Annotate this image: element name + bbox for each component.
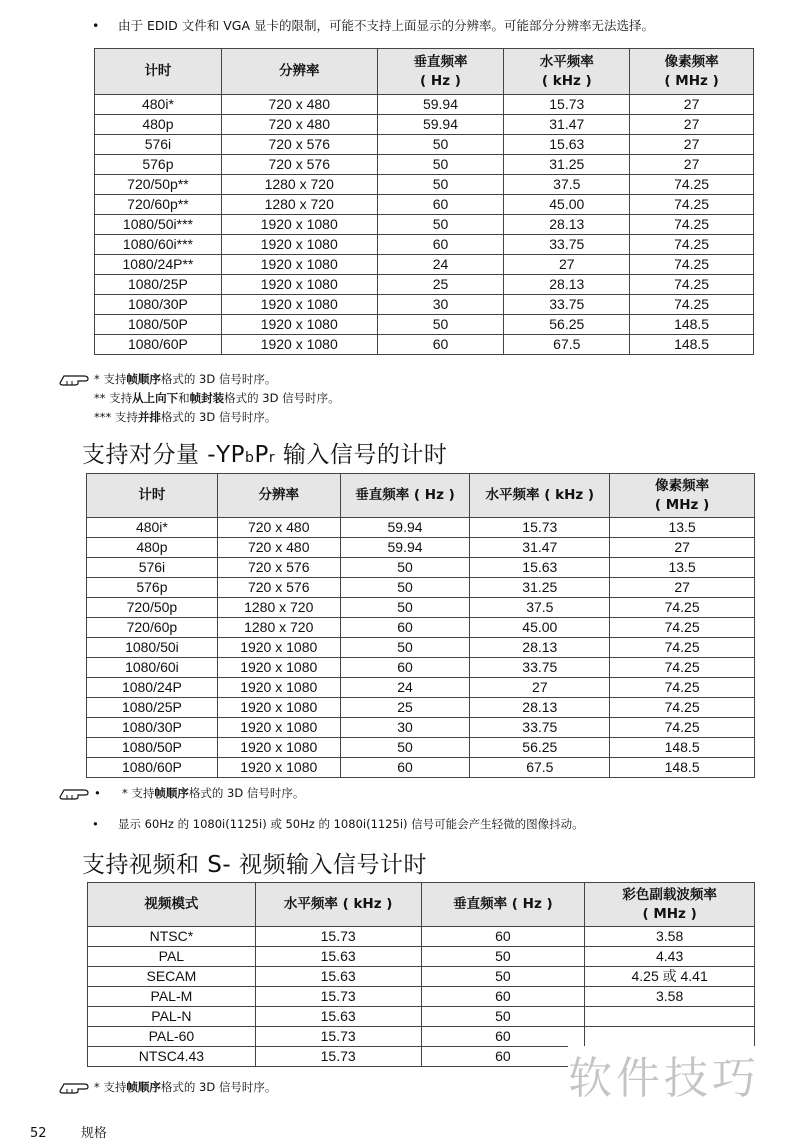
table-header-row bbox=[88, 883, 755, 927]
table-cell: 60 bbox=[377, 195, 504, 215]
edid-limit-text: 由于 EDID 文件和 VGA 显卡的限制，可能不支持上面显示的分辨率。可能部分分辨率无法选择。 bbox=[118, 18, 655, 33]
table-row bbox=[87, 598, 755, 618]
table-cell: 1080/25P bbox=[87, 698, 218, 718]
column-header: 像素频率 ( MHz ) bbox=[630, 49, 754, 95]
table-cell: 480p bbox=[87, 538, 218, 558]
table-cell: 74.25 bbox=[630, 235, 754, 255]
table-cell: 59.94 bbox=[340, 518, 470, 538]
table-cell: 15.63 bbox=[255, 1007, 421, 1027]
table-row bbox=[95, 255, 754, 275]
table-cell: 3.58 bbox=[585, 927, 755, 947]
column-header: 水平频率 ( kHz ) bbox=[470, 474, 610, 518]
column-header: 垂直频率 ( Hz ) bbox=[340, 474, 470, 518]
table-cell: 59.94 bbox=[377, 95, 504, 115]
table-cell: 720 x 480 bbox=[217, 538, 340, 558]
table-cell: 1080/24P** bbox=[95, 255, 222, 275]
table-cell: 50 bbox=[340, 738, 470, 758]
table-row bbox=[87, 738, 755, 758]
table-row bbox=[87, 698, 755, 718]
table-cell: 1920 x 1080 bbox=[217, 698, 340, 718]
table-cell: 31.47 bbox=[470, 538, 610, 558]
table-cell: 74.25 bbox=[630, 175, 754, 195]
table-cell: 24 bbox=[377, 255, 504, 275]
table-cell: PAL-N bbox=[88, 1007, 256, 1027]
table-header-row bbox=[95, 49, 754, 95]
table-cell: 50 bbox=[340, 638, 470, 658]
table-cell: 60 bbox=[377, 235, 504, 255]
table-cell: 148.5 bbox=[630, 335, 754, 355]
bullet-icon: • bbox=[94, 786, 101, 800]
table-cell: 1920 x 1080 bbox=[217, 658, 340, 678]
table-cell: 1920 x 1080 bbox=[217, 678, 340, 698]
table-cell: 45.00 bbox=[470, 618, 610, 638]
table-cell: 27 bbox=[630, 135, 754, 155]
table-cell: 576i bbox=[95, 135, 222, 155]
table-row bbox=[87, 518, 755, 538]
table-cell: 148.5 bbox=[610, 738, 755, 758]
table-cell: 74.25 bbox=[630, 255, 754, 275]
table-cell: 15.73 bbox=[504, 95, 630, 115]
video-timing-table bbox=[87, 882, 755, 1067]
table-cell: 720/60p** bbox=[95, 195, 222, 215]
table-row bbox=[88, 947, 755, 967]
table-cell: 60 bbox=[340, 758, 470, 778]
table-cell: 15.63 bbox=[470, 558, 610, 578]
table-cell: 27 bbox=[630, 155, 754, 175]
table-cell: 28.13 bbox=[470, 638, 610, 658]
table-cell: 33.75 bbox=[504, 295, 630, 315]
table-cell: 1920 x 1080 bbox=[217, 718, 340, 738]
table-cell: 28.13 bbox=[504, 215, 630, 235]
table-cell: 15.73 bbox=[255, 987, 421, 1007]
table-cell: 1920 x 1080 bbox=[217, 638, 340, 658]
table-cell: 67.5 bbox=[470, 758, 610, 778]
table-cell: 60 bbox=[421, 1047, 585, 1067]
table-cell: 25 bbox=[377, 275, 504, 295]
column-header: 分辨率 bbox=[221, 49, 377, 95]
table-cell: 31.47 bbox=[504, 115, 630, 135]
notes-table2 bbox=[58, 784, 304, 803]
table-cell: 1920 x 1080 bbox=[221, 255, 377, 275]
notes-table3 bbox=[58, 1078, 276, 1097]
table-cell: 15.73 bbox=[470, 518, 610, 538]
column-header: 计时 bbox=[95, 49, 222, 95]
table-row bbox=[87, 538, 755, 558]
table-cell: 1080/60P bbox=[95, 335, 222, 355]
table-cell: 27 bbox=[504, 255, 630, 275]
table-cell: 3.58 bbox=[585, 987, 755, 1007]
table-row bbox=[95, 135, 754, 155]
table-row bbox=[95, 175, 754, 195]
table-row bbox=[95, 315, 754, 335]
table-cell: 15.73 bbox=[255, 1027, 421, 1047]
table-cell: 1920 x 1080 bbox=[221, 275, 377, 295]
table-cell: 720 x 480 bbox=[217, 518, 340, 538]
table-cell: 74.25 bbox=[630, 295, 754, 315]
table-cell: 50 bbox=[421, 967, 585, 987]
table-cell: 31.25 bbox=[504, 155, 630, 175]
table-cell: 50 bbox=[377, 215, 504, 235]
table-row bbox=[95, 115, 754, 135]
table-cell: 1080/30P bbox=[95, 295, 222, 315]
table-cell: 480p bbox=[95, 115, 222, 135]
table-cell: 50 bbox=[340, 598, 470, 618]
table-cell: 37.5 bbox=[504, 175, 630, 195]
table-cell: 30 bbox=[340, 718, 470, 738]
table-cell bbox=[585, 1007, 755, 1027]
table-cell: 27 bbox=[630, 115, 754, 135]
table-cell: 1080/60P bbox=[87, 758, 218, 778]
table-cell: 56.25 bbox=[470, 738, 610, 758]
table-cell: 50 bbox=[377, 315, 504, 335]
table-row bbox=[95, 155, 754, 175]
table-cell: 720 x 576 bbox=[217, 558, 340, 578]
table-cell: 1280 x 720 bbox=[217, 598, 340, 618]
table-cell: 50 bbox=[421, 1007, 585, 1027]
jitter-text: 显示 60Hz 的 1080i(1125i) 或 50Hz 的 1080i(1125i) 信号可能会产生轻微的图像抖动。 bbox=[118, 817, 584, 831]
table-row bbox=[95, 95, 754, 115]
table-cell: 28.13 bbox=[504, 275, 630, 295]
table-cell: 1280 x 720 bbox=[221, 195, 377, 215]
table-cell: 33.75 bbox=[470, 658, 610, 678]
table-cell: 45.00 bbox=[504, 195, 630, 215]
table-cell: 33.75 bbox=[504, 235, 630, 255]
page-number: 52 bbox=[30, 1126, 47, 1141]
table-row bbox=[87, 638, 755, 658]
table-cell: 576p bbox=[87, 578, 218, 598]
note-side-by-side: *** 支持 并排 格式的 3D 信号时序。 bbox=[94, 410, 277, 424]
watermark: 软件技巧 bbox=[568, 1046, 800, 1112]
pointing-hand-icon bbox=[58, 1081, 94, 1095]
table-cell: 1920 x 1080 bbox=[221, 215, 377, 235]
bullet-icon: • bbox=[92, 817, 99, 831]
column-header: 分辨率 bbox=[217, 474, 340, 518]
table-cell: 27 bbox=[470, 678, 610, 698]
page-footer bbox=[30, 1122, 107, 1141]
table-cell: SECAM bbox=[88, 967, 256, 987]
table-row bbox=[88, 1007, 755, 1027]
table-cell: 27 bbox=[630, 95, 754, 115]
table-cell: 720 x 576 bbox=[221, 155, 377, 175]
table-row bbox=[95, 275, 754, 295]
table-cell: 4.25 或 4.41 bbox=[585, 967, 755, 987]
table-cell: 37.5 bbox=[470, 598, 610, 618]
table-row bbox=[95, 335, 754, 355]
table-cell: 1080/24P bbox=[87, 678, 218, 698]
table-cell: 50 bbox=[340, 578, 470, 598]
table-cell: 1920 x 1080 bbox=[221, 335, 377, 355]
table-cell: 1920 x 1080 bbox=[221, 295, 377, 315]
table-cell: PAL-60 bbox=[88, 1027, 256, 1047]
bullet-icon: • bbox=[92, 17, 100, 33]
table-row bbox=[95, 295, 754, 315]
table-cell bbox=[585, 1027, 755, 1047]
table-cell: 74.25 bbox=[610, 718, 755, 738]
table-row bbox=[87, 558, 755, 578]
table-cell: 148.5 bbox=[630, 315, 754, 335]
table-cell: 60 bbox=[340, 658, 470, 678]
edid-limit-note bbox=[92, 16, 654, 34]
column-header: 计时 bbox=[87, 474, 218, 518]
table-cell: 720 x 480 bbox=[221, 95, 377, 115]
table-cell: 4.43 bbox=[585, 947, 755, 967]
table-cell: 31.25 bbox=[470, 578, 610, 598]
table-cell: 74.25 bbox=[610, 618, 755, 638]
table-cell: 60 bbox=[340, 618, 470, 638]
table-cell: 74.25 bbox=[610, 598, 755, 618]
table-cell: 1080/50P bbox=[87, 738, 218, 758]
column-header: 垂直频率 ( Hz ) bbox=[421, 883, 585, 927]
table-cell: 59.94 bbox=[377, 115, 504, 135]
table-cell: 59.94 bbox=[340, 538, 470, 558]
table-cell: 1920 x 1080 bbox=[217, 738, 340, 758]
table-cell: 74.25 bbox=[610, 678, 755, 698]
table-cell: 720 x 576 bbox=[217, 578, 340, 598]
table-row bbox=[95, 215, 754, 235]
note-frame-sequential: * 支持帧顺序格式的 3D 信号时序。 bbox=[94, 372, 277, 386]
table-cell: NTSC* bbox=[88, 927, 256, 947]
table-cell: 480i* bbox=[87, 518, 218, 538]
table-cell: 74.25 bbox=[630, 195, 754, 215]
column-header: 垂直频率 ( Hz ) bbox=[377, 49, 504, 95]
table-cell: 480i* bbox=[95, 95, 222, 115]
table-cell: 13.5 bbox=[610, 558, 755, 578]
table-cell: 30 bbox=[377, 295, 504, 315]
table-cell: 33.75 bbox=[470, 718, 610, 738]
table-cell: 50 bbox=[340, 558, 470, 578]
table-cell: 74.25 bbox=[610, 638, 755, 658]
table-cell: 720/60p bbox=[87, 618, 218, 638]
table-cell: 1280 x 720 bbox=[217, 618, 340, 638]
table-cell: 1080/50i bbox=[87, 638, 218, 658]
table-row bbox=[95, 235, 754, 255]
section-title-video: 支持视频和 S- 视频输入信号计时 bbox=[82, 852, 428, 878]
table-cell: 60 bbox=[421, 1027, 585, 1047]
table-cell: 720 x 576 bbox=[221, 135, 377, 155]
table-cell: 50 bbox=[377, 175, 504, 195]
table-cell: 720/50p bbox=[87, 598, 218, 618]
note-frame-sequential: * 支持帧顺序格式的 3D 信号时序。 bbox=[122, 786, 305, 800]
pointing-hand-icon bbox=[58, 787, 94, 801]
table-cell: 56.25 bbox=[504, 315, 630, 335]
table-cell: 74.25 bbox=[630, 275, 754, 295]
table-cell: 74.25 bbox=[610, 658, 755, 678]
table-cell: 67.5 bbox=[504, 335, 630, 355]
table-header-row bbox=[87, 474, 755, 518]
column-header: 水平频率 ( kHz ) bbox=[255, 883, 421, 927]
table-row bbox=[88, 927, 755, 947]
table-cell: 60 bbox=[377, 335, 504, 355]
table-row bbox=[95, 195, 754, 215]
table-cell: 1920 x 1080 bbox=[221, 235, 377, 255]
footer-section: 规格 bbox=[80, 1126, 107, 1141]
table-cell: PAL bbox=[88, 947, 256, 967]
column-header: 彩色副载波频率 ( MHz ) bbox=[585, 883, 755, 927]
table-cell: 60 bbox=[421, 927, 585, 947]
notes-table1 bbox=[58, 370, 340, 427]
table-cell: 148.5 bbox=[610, 758, 755, 778]
table-cell: 74.25 bbox=[610, 698, 755, 718]
table-row bbox=[87, 658, 755, 678]
table-cell: 576p bbox=[95, 155, 222, 175]
table-row bbox=[88, 987, 755, 1007]
table-cell: 1080/50P bbox=[95, 315, 222, 335]
table-row bbox=[87, 718, 755, 738]
component-timing-table bbox=[86, 473, 755, 778]
table-cell: 15.63 bbox=[255, 947, 421, 967]
table-cell: NTSC4.43 bbox=[88, 1047, 256, 1067]
table-cell: 1080/50i*** bbox=[95, 215, 222, 235]
note-frame-sequential: * 支持帧顺序格式的 3D 信号时序。 bbox=[94, 1080, 277, 1094]
table-row bbox=[87, 578, 755, 598]
table-row bbox=[87, 618, 755, 638]
table-cell: 1280 x 720 bbox=[221, 175, 377, 195]
table-cell: 720 x 480 bbox=[221, 115, 377, 135]
table-cell: 720/50p** bbox=[95, 175, 222, 195]
table-cell: 27 bbox=[610, 578, 755, 598]
table-cell: 15.73 bbox=[255, 927, 421, 947]
table-cell: 15.63 bbox=[504, 135, 630, 155]
table-cell: 1080/60i bbox=[87, 658, 218, 678]
table-cell: 25 bbox=[340, 698, 470, 718]
pointing-hand-icon bbox=[58, 373, 94, 387]
pc-timing-table bbox=[94, 48, 754, 355]
column-header: 水平频率 ( kHz ) bbox=[504, 49, 630, 95]
column-header: 像素频率 ( MHz ) bbox=[610, 474, 755, 518]
table-cell: 1080/25P bbox=[95, 275, 222, 295]
table-cell: 1920 x 1080 bbox=[217, 758, 340, 778]
column-header: 视频模式 bbox=[88, 883, 256, 927]
table-row bbox=[87, 678, 755, 698]
jitter-note bbox=[92, 816, 584, 832]
table-cell: 1080/30P bbox=[87, 718, 218, 738]
table-cell: 576i bbox=[87, 558, 218, 578]
table-cell: 27 bbox=[610, 538, 755, 558]
table-cell: 50 bbox=[421, 947, 585, 967]
table-cell: PAL-M bbox=[88, 987, 256, 1007]
section-title-component: 支持对分量 -YPbPr 输入信号的计时 bbox=[82, 442, 448, 468]
table-cell: 74.25 bbox=[630, 215, 754, 235]
table-cell: 24 bbox=[340, 678, 470, 698]
table-cell: 1920 x 1080 bbox=[221, 315, 377, 335]
table-cell: 15.63 bbox=[255, 967, 421, 987]
note-top-bottom: ** 支持 从上向下 和 帧封装 格式的 3D 信号时序。 bbox=[94, 391, 340, 405]
table-row bbox=[88, 967, 755, 987]
table-cell: 28.13 bbox=[470, 698, 610, 718]
table-cell: 50 bbox=[377, 155, 504, 175]
table-cell: 1080/60i*** bbox=[95, 235, 222, 255]
table-cell: 15.73 bbox=[255, 1047, 421, 1067]
table-cell: 13.5 bbox=[610, 518, 755, 538]
table-row bbox=[88, 1027, 755, 1047]
table-row bbox=[87, 758, 755, 778]
table-cell: 50 bbox=[377, 135, 504, 155]
table-cell: 60 bbox=[421, 987, 585, 1007]
